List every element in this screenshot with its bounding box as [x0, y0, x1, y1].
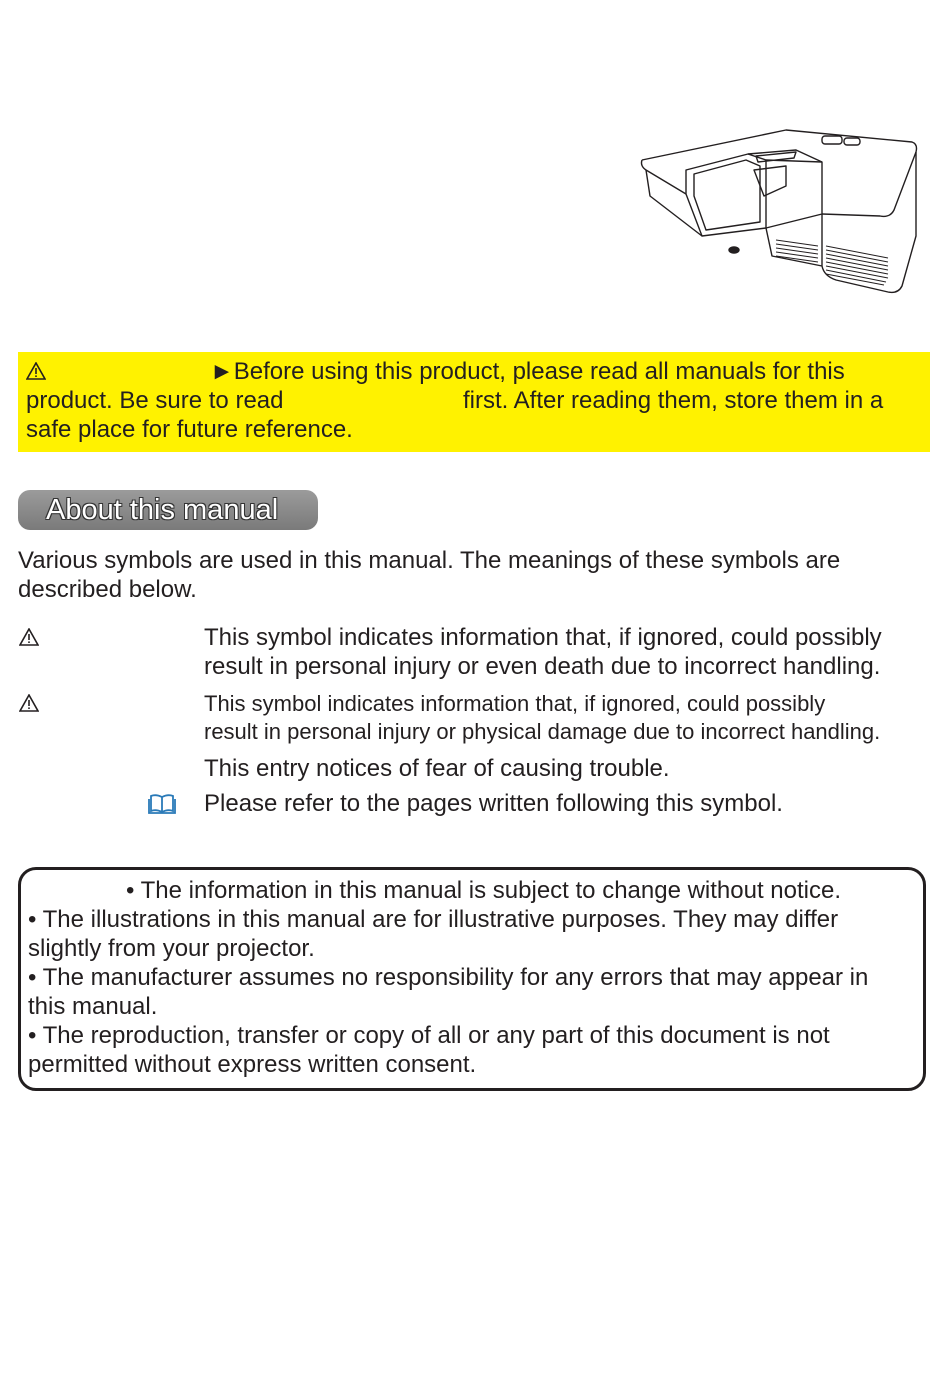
book-icon: [148, 793, 176, 820]
intro-line-1: Various symbols are used in this manual. The meanings of these symbols are: [18, 547, 841, 574]
notice-line-4: • The manufacturer assumes no responsibility for any errors that may appear in: [28, 964, 869, 991]
warning-triangle-icon: [19, 628, 39, 651]
caution-triangle-icon: [19, 694, 39, 717]
symbol-2-line-1: This symbol indicates information that, if ignored, could possibly: [204, 691, 826, 716]
section-title: About this manual: [46, 494, 279, 526]
symbol-1-line-2: result in personal injury or even death due to incorrect handling.: [204, 653, 881, 680]
symbol-4-line-1: Please refer to the pages written following this symbol.: [204, 790, 783, 817]
notice-line-7: permitted without express written consent.: [28, 1051, 477, 1078]
notice-line-3: slightly from your projector.: [28, 935, 315, 962]
projector-illustration: [636, 126, 922, 308]
warning-triangle-icon: [26, 362, 46, 385]
warning-line-3: safe place for future reference.: [26, 416, 353, 443]
notice-box: [18, 867, 926, 1091]
warning-banner: [18, 352, 930, 452]
warning-line-1: ►Before using this product, please read all manuals for this: [210, 358, 845, 385]
warning-line-2b: first. After reading them, store them in a: [463, 387, 884, 414]
symbol-3-line-1: This entry notices of fear of causing trouble.: [204, 755, 670, 782]
intro-line-2: described below.: [18, 576, 197, 603]
notice-line-1: • The information in this manual is subject to change without notice.: [126, 877, 842, 904]
warning-line-2a: product. Be sure to read: [26, 387, 284, 414]
notice-line-2: • The illustrations in this manual are for illustrative purposes. They may differ: [28, 906, 839, 933]
notice-line-5: this manual.: [28, 993, 158, 1020]
section-heading: [18, 490, 318, 530]
symbol-1-line-1: This symbol indicates information that, if ignored, could possibly: [204, 624, 882, 651]
notice-line-6: • The reproduction, transfer or copy of all or any part of this document is not: [28, 1022, 830, 1049]
symbol-2-line-2: result in personal injury or physical damage due to incorrect handling.: [204, 719, 881, 744]
